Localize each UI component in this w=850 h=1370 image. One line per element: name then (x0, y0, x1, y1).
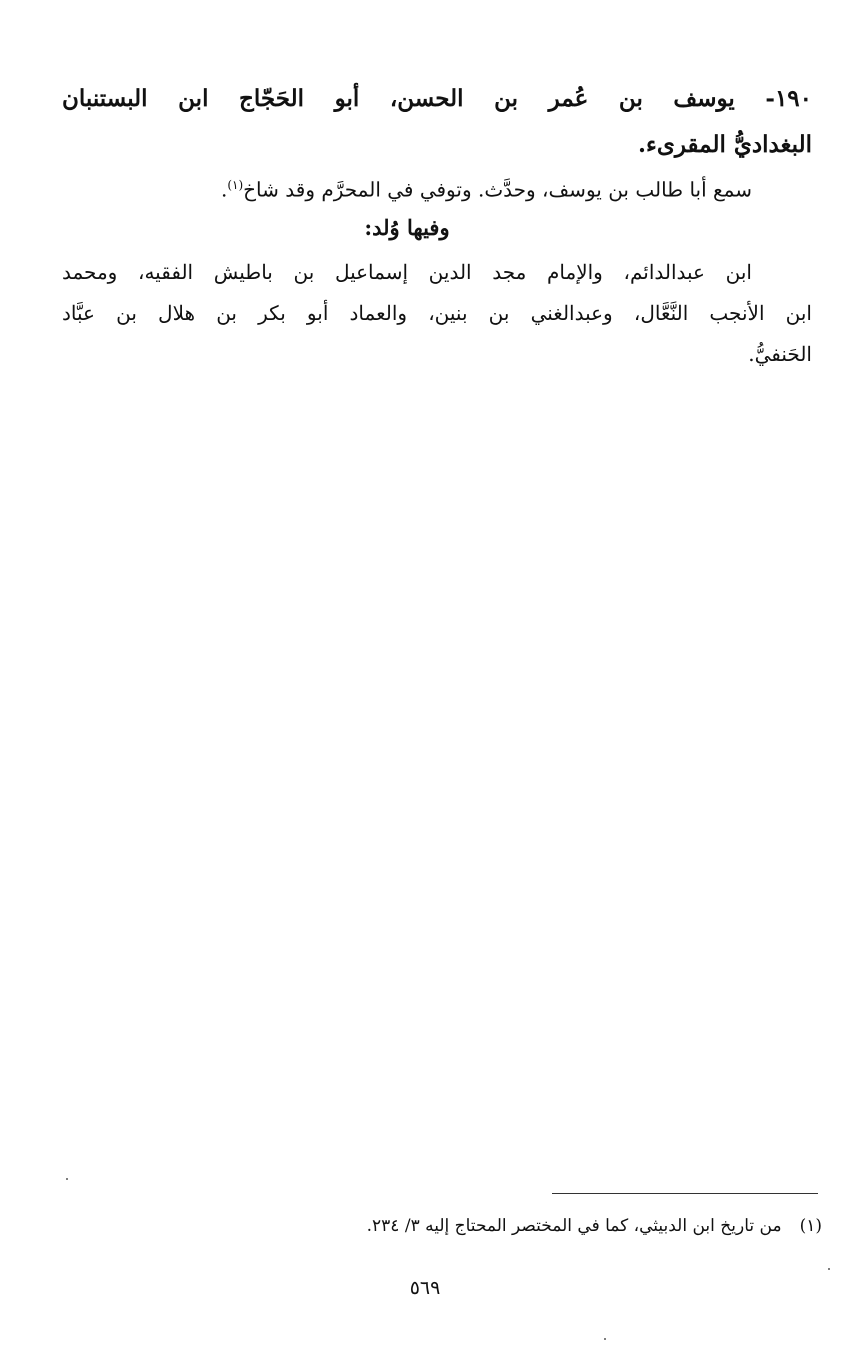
entry-heading (62, 76, 812, 168)
births-paragraph (62, 252, 812, 375)
footnote-reference: (١) (227, 178, 244, 192)
footnote-1 (62, 1210, 822, 1242)
footnote-text: من تاريخ ابن الدبيثي، كما في المختصر المحتاج إليه ٣/ ٢٣٤. (366, 1216, 782, 1236)
footnote-number: (١) (799, 1216, 822, 1236)
births-heading: وفيها وُلد: (364, 215, 450, 240)
entry-heading-line-2: البغداديُّ المقرىء. (638, 131, 812, 158)
scan-speck (604, 1338, 606, 1340)
entry-body (62, 167, 752, 208)
footnote-separator (552, 1193, 818, 1194)
births-line-3: الحَنفيُّ. (748, 342, 812, 366)
births-line-2: ابن الأنجب النَّعَّال، وعبدالغني بن بنين، والعماد أبو بكر بن هلال بن عبَّاد (62, 301, 812, 325)
entry-body-end: . (220, 177, 228, 202)
page-number: ٥٦٩ (409, 1277, 441, 1299)
scan-speck (66, 1178, 68, 1180)
entry-heading-line-1: ١٩٠- يوسف بن عُمر بن الحسن، أبو الحَجّاج ابن البستنبان (62, 85, 812, 112)
births-line-1: ابن عبدالدائم، والإمام مجد الدين إسماعيل بن باطيش الفقيه، ومحمد (62, 260, 752, 284)
entry-body-text: سمع أبا طالب بن يوسف، وحدَّث. وتوفي في المحرَّم وقد شاخ (243, 177, 752, 202)
scan-speck (828, 1268, 830, 1270)
